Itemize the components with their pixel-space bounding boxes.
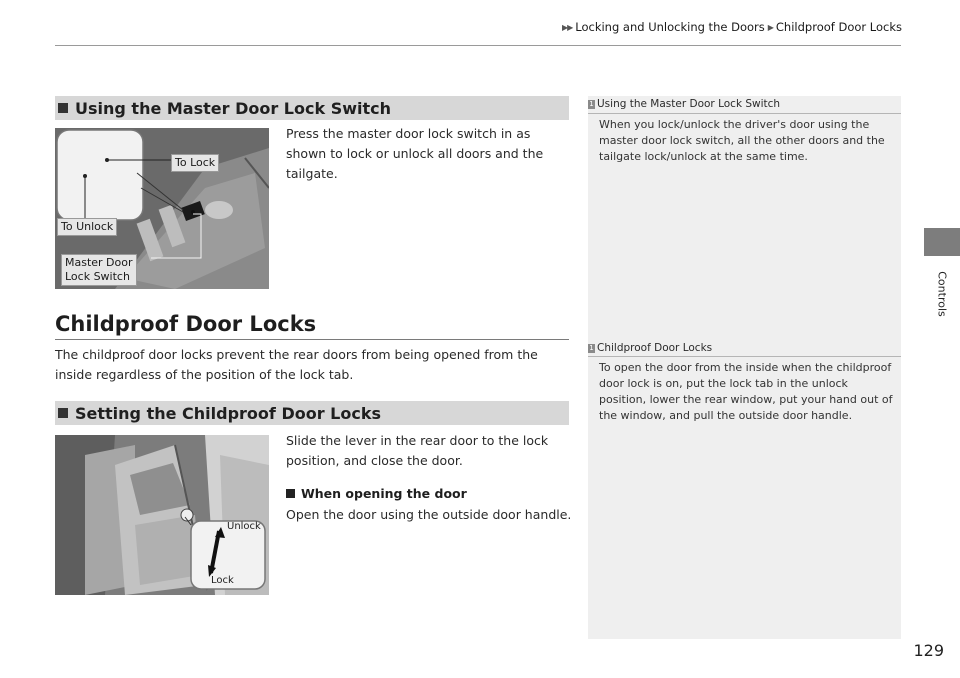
breadcrumb-item-doors[interactable]: Locking and Unlocking the Doors [575,20,765,34]
note-title-master-switch: 1 Using the Master Door Lock Switch [589,98,781,110]
page-title: Childproof Door Locks [55,312,317,336]
page-number: 129 [913,641,944,660]
square-bullet-icon [286,489,295,498]
master-switch-body: Press the master door lock switch in as shown to lock or unlock all doors and the tailgate. [286,126,544,181]
callout-lock: Lock [211,575,234,586]
section-heading-master-switch: Using the Master Door Lock Switch [55,96,569,120]
callout-to-unlock: To Unlock [57,218,117,236]
header-divider [55,45,901,46]
rear-door-drawing [55,435,269,595]
callout-master-switch-line1: Master Door [65,256,133,269]
note-number-icon: 1 [589,99,594,108]
callout-to-lock: To Lock [171,154,219,172]
note-title-childproof: 1 Childproof Door Locks [589,342,713,354]
note-divider [588,113,901,114]
childproof-lever-illustration [55,435,269,595]
callout-master-switch-line2: Lock Switch [65,270,130,283]
master-switch-illustration [55,128,269,289]
note-divider [588,356,901,357]
opening-door-body: Open the door using the outside door handle. [286,507,572,522]
triangle-right-icon: ▶ [767,22,773,32]
title-underline [55,339,569,340]
double-triangle-right-icon: ▶▶ [561,22,573,32]
note-number-icon: 1 [589,343,594,352]
note-text-master-switch: When you lock/unlock the driver's door using the master door lock switch, all the other doors and the tailgate lock/unlock at the same time. [599,118,885,163]
childproof-intro: The childproof door locks prevent the rear doors from being opened from the inside regardless of the position of the lock tab. [55,347,538,382]
chapter-tab-marker[interactable] [924,228,960,256]
note-text-childproof: To open the door from the inside when the childproof door lock is on, put the lock tab in the unlock position, lower the rear window, put your hand out of the window, and pull the outside door handle. [599,361,893,422]
chapter-tab-label[interactable]: Controls [935,271,949,317]
callout-unlock: Unlock [227,521,261,532]
callout-master-switch [61,254,137,286]
setting-locks-body: Slide the lever in the rear door to the lock position, and close the door. [286,433,549,468]
section-heading-setting-locks: Setting the Childproof Door Locks [55,401,569,425]
breadcrumb [562,20,902,34]
square-bullet-icon [58,408,68,418]
breadcrumb-item-childproof[interactable]: Childproof Door Locks [775,20,902,34]
subheading-opening-door: When opening the door [286,486,467,501]
square-bullet-icon [58,103,68,113]
